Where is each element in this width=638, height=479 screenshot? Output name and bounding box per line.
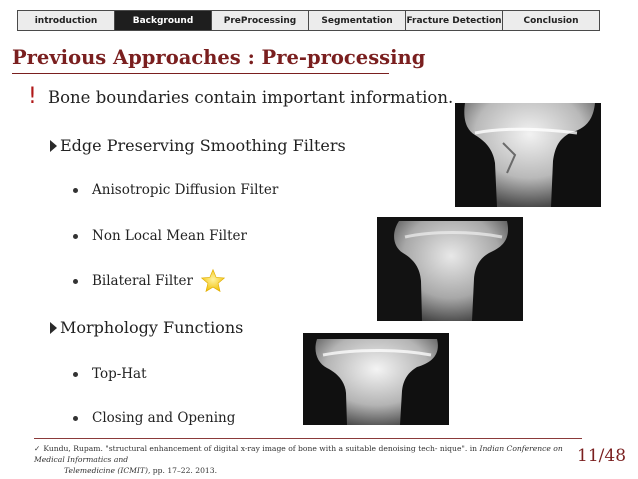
bullet-dot-icon (73, 234, 78, 239)
slide-title: Previous Approaches : Pre-processing (12, 46, 426, 69)
list-item-text: Closing and Opening (92, 410, 236, 426)
tab-fracture-detection[interactable]: Fracture Detection (406, 11, 503, 30)
tab-background[interactable]: Background (115, 11, 212, 30)
bullet-dot-icon (73, 188, 78, 193)
page-number (577, 446, 626, 466)
citation-text: Kundu, Rupam. "structural enhancement of digital x-ray image of bone with a suitable denoising tech- nique". in (43, 444, 480, 453)
alert-icon: ! (28, 84, 37, 109)
tab-introduction[interactable]: introduction (18, 11, 115, 30)
list-item-text: Anisotropic Diffusion Filter (92, 182, 279, 198)
bullet-dot-icon (73, 372, 78, 377)
xray-image-morphology (303, 333, 449, 425)
xray-image-filtered (377, 217, 523, 321)
section-edge-preserving (50, 136, 346, 155)
section-morphology (50, 318, 243, 337)
list-item-text: Top-Hat (92, 366, 147, 382)
list-item (73, 228, 247, 244)
citation (34, 443, 574, 476)
list-item (73, 182, 278, 198)
section-heading: Edge Preserving Smoothing Filters (60, 136, 346, 155)
list-item (73, 366, 147, 382)
page-total: 48 (604, 446, 627, 466)
list-item-text: Non Local Mean Filter (92, 228, 247, 244)
citation-venue: Indian Conference on Medical Informatics and (34, 444, 563, 464)
list-item (73, 410, 235, 426)
footer-rule (34, 438, 582, 439)
tab-preprocessing[interactable]: PreProcessing (212, 11, 309, 30)
citation-venue-cont: Telemedicine (ICMIT) (64, 466, 148, 475)
triangle-bullet-icon (50, 322, 57, 334)
section-nav (17, 10, 600, 31)
title-underline (12, 73, 389, 74)
page-separator: / (598, 446, 605, 466)
star-icon (199, 268, 227, 294)
citation-pages: , pp. 17–22. 2013. (147, 466, 218, 475)
list-item-text: Bilateral Filter (92, 273, 193, 289)
check-icon: ✓ (34, 444, 41, 453)
page-current: 11 (577, 446, 599, 466)
section-heading: Morphology Functions (60, 318, 244, 337)
bullet-dot-icon (73, 279, 78, 284)
bullet-dot-icon (73, 416, 78, 421)
main-bullet-text: Bone boundaries contain important information. (48, 88, 454, 107)
triangle-bullet-icon (50, 140, 57, 152)
list-item (73, 268, 227, 294)
xray-image-original (455, 103, 601, 207)
tab-conclusion[interactable]: Conclusion (503, 11, 599, 30)
tab-segmentation[interactable]: Segmentation (309, 11, 406, 30)
main-bullet (28, 84, 453, 109)
